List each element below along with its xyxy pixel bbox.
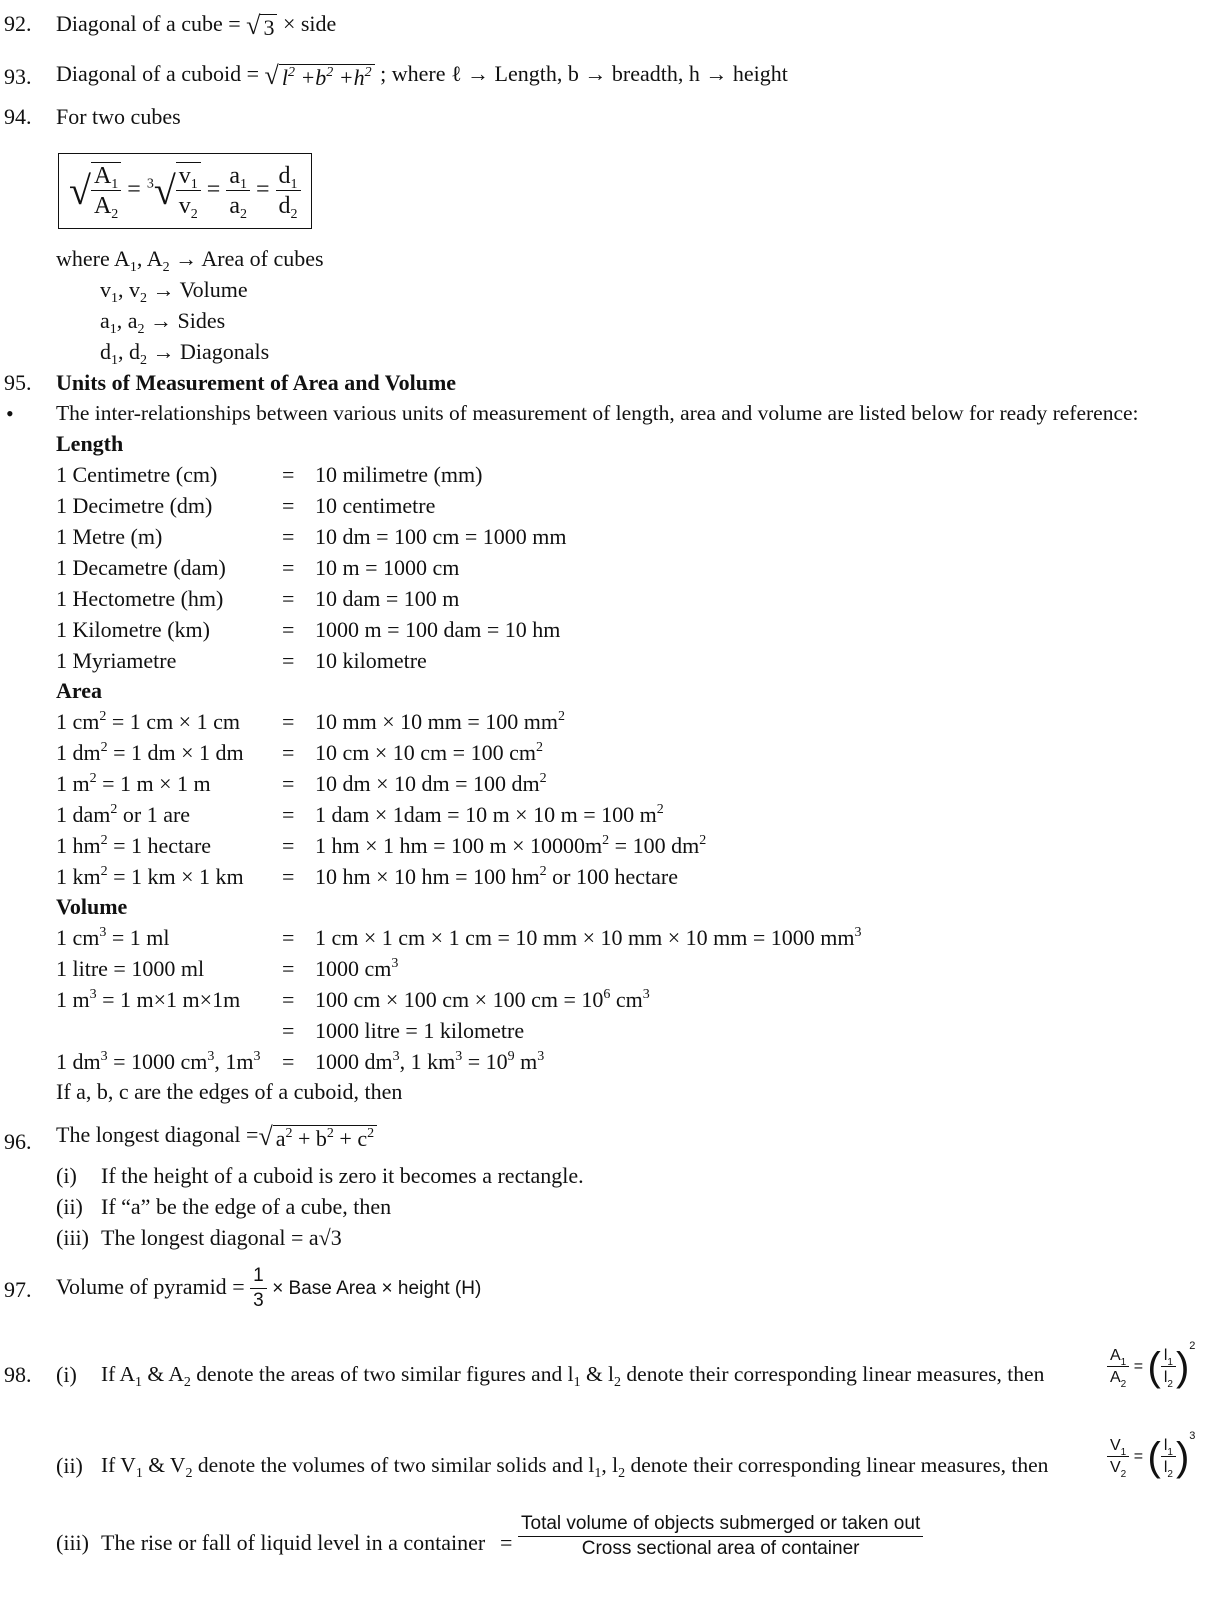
- t: 2: [614, 1375, 622, 1390]
- t: 2: [558, 709, 565, 724]
- frac-area: [91, 162, 121, 223]
- length-row-right: 10 milimetre (mm): [315, 462, 483, 487]
- t: 3: [854, 925, 862, 940]
- formula-cuboid-diagonal: [56, 63, 788, 89]
- sqrt-symbol: √: [258, 1122, 273, 1151]
- area-heading: Area: [56, 678, 103, 703]
- length-row-right: 10 dm = 100 cm = 1000 mm: [315, 524, 567, 549]
- area-row-right: [315, 866, 678, 888]
- length-row-left: 1 Kilometre (km): [56, 617, 210, 642]
- t: = 1000 cm: [107, 1049, 208, 1074]
- label: Volume of pyramid: [56, 1273, 227, 1299]
- t: If A: [101, 1362, 136, 1386]
- t: v: [178, 193, 191, 220]
- t: A: [1110, 1368, 1121, 1386]
- legend-area: [56, 246, 324, 275]
- similar-solids-text: [101, 1453, 1049, 1481]
- t: denote the areas of two similar figures and l: [190, 1362, 574, 1386]
- frac-volume: [1107, 1437, 1129, 1480]
- area-row-right: [315, 742, 543, 764]
- legend-sides: [100, 308, 226, 337]
- t: A: [93, 163, 112, 189]
- equals-sign: =: [282, 956, 295, 981]
- item-number-98: 98.: [4, 1362, 32, 1387]
- plus: +: [338, 64, 354, 90]
- t: = 100 dm: [609, 833, 700, 858]
- length-row-left: 1 Myriametre: [56, 648, 177, 673]
- t: 2: [99, 709, 107, 724]
- section-title: Units of Measurement of Area and Volume: [56, 370, 457, 395]
- t: 10 hm × 10 hm = 100 hm: [315, 864, 540, 889]
- equals-sign: =: [282, 771, 295, 796]
- vol-row-4-right: 1000 litre = 1 kilometre: [315, 1018, 525, 1043]
- t: 2: [699, 833, 707, 848]
- t: 3: [253, 1289, 264, 1311]
- t: 2: [240, 206, 247, 222]
- t: 1: [129, 260, 137, 275]
- frac-length: [1161, 1437, 1176, 1480]
- t: 2: [183, 1375, 191, 1390]
- radicand: [273, 1125, 377, 1150]
- t: 2: [140, 353, 147, 368]
- t: 1 cm: [56, 925, 100, 950]
- radicand: [279, 64, 375, 89]
- label-tail: ; where ℓ → Length, b → breadth, h → height: [380, 61, 788, 87]
- t: v: [129, 277, 140, 302]
- area-row-left: [56, 835, 211, 857]
- t: denote their corresponding linear measures, then: [625, 1453, 1049, 1477]
- area-ratio-formula: [1107, 1340, 1196, 1390]
- equals-sign: =: [282, 833, 295, 858]
- t: c: [357, 1125, 368, 1151]
- t: d: [278, 162, 291, 189]
- var-l: l: [281, 64, 288, 90]
- t: 3: [455, 1049, 463, 1064]
- t: b: [315, 1125, 327, 1151]
- length-row-left: 1 Decimetre (dm): [56, 493, 213, 518]
- t: 1: [250, 1266, 267, 1289]
- sub-item-key: (i): [56, 1362, 77, 1387]
- formula-pyramid-volume: [56, 1266, 481, 1312]
- t: 1: [135, 1466, 143, 1481]
- sub-item-key: (ii): [56, 1453, 83, 1478]
- eq: =: [232, 1273, 245, 1299]
- t: 1: [111, 291, 118, 306]
- bullet: •: [6, 401, 14, 426]
- frac-length: [1161, 1347, 1176, 1390]
- t: 2: [137, 322, 145, 337]
- t: 10 dm × 10 dm = 100 dm: [315, 771, 540, 796]
- legend-diagonals: [100, 339, 270, 368]
- t: = 1 m×1 m×1m: [96, 987, 241, 1012]
- t: ,: [118, 339, 124, 364]
- equals-sign: =: [282, 864, 295, 889]
- eq: =: [206, 176, 221, 203]
- label: Diagonal of a cube =: [56, 11, 241, 37]
- equals-sign: =: [500, 1530, 513, 1555]
- area-row-right: [315, 835, 706, 857]
- t: 2: [367, 1125, 375, 1141]
- sub-item-text: The longest diagonal = a√3: [101, 1225, 342, 1250]
- cube-root-index: 3: [146, 176, 154, 192]
- t: = 1 m × 1 m: [96, 771, 211, 796]
- t: 10 mm × 10 mm = 100 mm: [315, 709, 558, 734]
- frac-diagonal: [276, 163, 301, 220]
- sub-item-key: (iii): [56, 1530, 89, 1555]
- label-tail: × Base Area × height (H): [272, 1277, 482, 1299]
- t: l: [1163, 1368, 1168, 1386]
- equals-sign: =: [282, 462, 295, 487]
- t: 2: [185, 1466, 193, 1481]
- t: 1: [290, 176, 298, 192]
- sub-item-key: (iii): [56, 1225, 89, 1250]
- lparen: (: [1147, 1344, 1161, 1389]
- area-row-left: [56, 742, 244, 764]
- t: A: [93, 193, 112, 220]
- t: 3: [537, 1049, 545, 1064]
- t: where A: [56, 246, 130, 271]
- label: The longest diagonal: [56, 1122, 241, 1148]
- t: denote the volumes of two similar solids and l: [192, 1453, 595, 1477]
- t: v: [178, 163, 191, 189]
- t: 2: [111, 207, 119, 223]
- t: 2: [162, 260, 170, 275]
- eq: =: [256, 176, 270, 203]
- t: a: [275, 1125, 286, 1151]
- t: 3: [253, 1049, 261, 1064]
- intro-text: The inter-relationships between various units of measurement of length, area and volume are listed below for ready reference:: [56, 401, 1139, 425]
- length-row-left: 1 Centimetre (cm): [56, 462, 218, 487]
- area-row-left: [56, 773, 211, 795]
- t: l: [1163, 1347, 1168, 1365]
- rparen: ): [1175, 1344, 1190, 1389]
- t: 1 dam × 1dam = 10 m × 10 m = 100 m: [315, 802, 657, 827]
- t: 2: [100, 864, 108, 879]
- equals-sign: =: [282, 555, 295, 580]
- t: 2: [89, 771, 97, 786]
- t: 1: [190, 177, 198, 192]
- label-tail: × side: [282, 11, 337, 37]
- sqrt-symbol: √: [264, 61, 279, 90]
- t: 1 dm: [56, 1049, 101, 1074]
- numerator: Total volume of objects submerged or taken out: [518, 1514, 923, 1537]
- equals-sign: =: [282, 524, 295, 549]
- t: 2: [1120, 1468, 1127, 1480]
- t: +: [297, 1125, 311, 1151]
- frac-one-third: [250, 1266, 267, 1312]
- legend-volume: [100, 277, 248, 306]
- t: , 1m: [214, 1049, 254, 1074]
- t: 1 hm: [56, 833, 101, 858]
- t: 3: [642, 987, 650, 1002]
- area-row-left: [56, 866, 244, 888]
- lparen: (: [1147, 1434, 1161, 1479]
- t: ,: [118, 277, 124, 302]
- t: +: [339, 1125, 352, 1151]
- t: a: [127, 308, 138, 333]
- equals-sign: =: [282, 987, 295, 1012]
- vol-row-5-left: [56, 1051, 261, 1073]
- vol-row-1-right: [315, 927, 861, 949]
- t: 2: [1120, 1378, 1127, 1390]
- length-heading: Length: [56, 431, 124, 456]
- rparen: ): [1175, 1434, 1190, 1479]
- t: A: [1110, 1347, 1121, 1365]
- t: → Volume: [152, 277, 248, 302]
- exp: 2: [1189, 1340, 1196, 1352]
- cuberoot-symbol: √: [153, 167, 176, 213]
- t: 1 dam: [56, 802, 111, 827]
- sub-item-text: If the height of a cuboid is zero it becomes a rectangle.: [101, 1163, 584, 1188]
- frac-volume: [176, 162, 201, 223]
- t: 2: [140, 291, 147, 306]
- similar-figures-text: [101, 1362, 1045, 1390]
- t: 1 m: [56, 987, 90, 1012]
- item-number-96: 96.: [4, 1129, 32, 1154]
- t: 3: [89, 987, 97, 1002]
- t: , l: [601, 1453, 619, 1477]
- equals-sign: =: [282, 493, 295, 518]
- area-row-right: [315, 711, 565, 733]
- equals-sign: =: [282, 1049, 295, 1074]
- eq: =: [246, 1122, 259, 1148]
- area-row-right: [315, 804, 664, 826]
- t: 2: [285, 1125, 293, 1141]
- t: 2: [1167, 1468, 1173, 1480]
- item-number-95: 95.: [4, 370, 32, 395]
- t: & l: [580, 1362, 615, 1386]
- plus: +: [300, 64, 316, 90]
- vol-row-3-left: [56, 989, 240, 1011]
- item-number-97: 97.: [4, 1277, 32, 1302]
- sqrt-symbol: √: [246, 11, 261, 40]
- t: 1 dm: [56, 740, 101, 765]
- t: 3: [392, 1049, 400, 1064]
- t: A: [146, 246, 163, 271]
- t: 100 cm × 100 cm × 100 cm = 10: [315, 987, 604, 1012]
- t: 2: [290, 206, 298, 222]
- t: 1 cm: [56, 709, 100, 734]
- t: 2: [190, 207, 198, 223]
- t: = 1 dm × 1 dm: [107, 740, 244, 765]
- vol-row-5-right: [315, 1051, 544, 1073]
- exp: 3: [1189, 1430, 1196, 1442]
- t: 2: [110, 802, 118, 817]
- section-label: For two cubes: [56, 104, 181, 129]
- t: 1: [1167, 1447, 1173, 1459]
- t: 1 hm × 1 hm = 100 m × 10000m: [315, 833, 603, 858]
- area-row-right: [315, 773, 547, 795]
- t: a: [100, 308, 110, 333]
- t: = 1 km × 1 km: [107, 864, 244, 889]
- equals-sign: =: [282, 802, 295, 827]
- t: 1: [1167, 1357, 1173, 1369]
- t: d: [100, 339, 111, 364]
- item-number-94: 94.: [4, 104, 32, 129]
- t: 2: [618, 1466, 626, 1481]
- t: m: [514, 1049, 538, 1074]
- exp: 2: [326, 64, 334, 80]
- t: = 1 cm × 1 cm: [106, 709, 240, 734]
- radicand: 3: [260, 14, 277, 39]
- frac: [518, 1514, 923, 1560]
- t: v: [100, 277, 111, 302]
- t: If V: [101, 1453, 136, 1477]
- t: 2: [539, 864, 547, 879]
- t: = 1 hectare: [107, 833, 212, 858]
- t: 1: [1120, 1357, 1127, 1369]
- var-h: h: [353, 64, 365, 90]
- length-row-right: 1000 m = 100 dam = 10 hm: [315, 617, 561, 642]
- t: 3: [99, 925, 107, 940]
- t: 3: [207, 1049, 215, 1064]
- t: V: [1110, 1437, 1121, 1455]
- frac-side: [226, 163, 250, 220]
- t: 1: [1120, 1447, 1127, 1459]
- t: 1000 dm: [315, 1049, 393, 1074]
- t: 1: [594, 1466, 602, 1481]
- volume-heading: Volume: [56, 894, 128, 919]
- t: 2: [100, 740, 108, 755]
- t: 1 cm × 1 cm × 1 cm = 10 mm × 10 mm × 10 mm = 1000 mm: [315, 925, 855, 950]
- length-row-left: 1 Decametre (dam): [56, 555, 226, 580]
- t: or 100 hectare: [546, 864, 678, 889]
- t: 6: [603, 987, 611, 1002]
- formula-cube-diagonal: [56, 13, 336, 39]
- exp: 2: [364, 64, 372, 80]
- equals-sign: =: [282, 586, 295, 611]
- t: 2: [535, 740, 543, 755]
- eq: =: [127, 176, 141, 203]
- cuboid-edges-text: If a, b, c are the edges of a cuboid, then: [56, 1079, 403, 1104]
- t: 2: [656, 802, 664, 817]
- length-row-left: 1 Metre (m): [56, 524, 163, 549]
- t: a: [229, 162, 240, 189]
- t: → Diagonals: [152, 339, 270, 364]
- sub-item-text: If “a” be the edge of a cube, then: [101, 1194, 392, 1219]
- volume-ratio-formula: [1107, 1430, 1196, 1480]
- t: 1: [573, 1375, 581, 1390]
- t: 1 km: [56, 864, 101, 889]
- t: → Area of cubes: [175, 246, 324, 271]
- t: 1 m: [56, 771, 90, 796]
- var-b: b: [315, 64, 327, 90]
- liquid-level-fraction: [518, 1514, 923, 1560]
- t: = 10: [462, 1049, 508, 1074]
- t: ,: [136, 246, 143, 271]
- cube-ratio-box: [58, 153, 312, 229]
- t: 2: [602, 833, 610, 848]
- length-row-right: 10 m = 1000 cm: [315, 555, 460, 580]
- t: l: [1163, 1458, 1168, 1476]
- t: 1000 cm: [315, 956, 392, 981]
- eq: =: [1133, 1448, 1144, 1465]
- t: 9: [507, 1049, 515, 1064]
- t: l: [1163, 1437, 1168, 1455]
- equals-sign: =: [282, 1018, 295, 1043]
- vol-row-1-left: [56, 927, 170, 949]
- sub-item-key: (i): [56, 1163, 77, 1188]
- t: d: [278, 192, 291, 219]
- sqrt-symbol: √: [69, 167, 91, 213]
- vol-row-3-right: [315, 989, 650, 1011]
- t: & A: [142, 1362, 184, 1386]
- length-row-right: 10 dam = 100 m: [315, 586, 460, 611]
- area-row-left: [56, 711, 240, 733]
- t: 3: [100, 1049, 108, 1064]
- exp: 2: [287, 64, 295, 80]
- t: 1: [111, 353, 118, 368]
- eq: =: [1133, 1358, 1144, 1375]
- t: = 1 ml: [106, 925, 170, 950]
- t: 10 cm × 10 cm = 100 cm: [315, 740, 536, 765]
- vol-row-2-left: 1 litre = 1000 ml: [56, 956, 205, 981]
- frac-area: [1107, 1347, 1129, 1390]
- t: 3: [391, 956, 399, 971]
- t: , 1 km: [399, 1049, 456, 1074]
- length-row-left: 1 Hectometre (hm): [56, 586, 224, 611]
- length-row-right: 10 kilometre: [315, 648, 427, 673]
- formula-longest-diagonal: [56, 1124, 377, 1150]
- t: → Sides: [150, 308, 226, 333]
- equals-sign: =: [282, 740, 295, 765]
- item-number-93: 93.: [4, 64, 32, 89]
- liquid-level-text: The rise or fall of liquid level in a container: [101, 1530, 486, 1555]
- t: 2: [100, 833, 108, 848]
- t: or 1 are: [117, 802, 191, 827]
- t: 2: [1167, 1378, 1173, 1390]
- area-row-left: [56, 804, 190, 826]
- t: 1: [109, 322, 117, 337]
- t: d: [129, 339, 140, 364]
- equals-sign: =: [282, 617, 295, 642]
- length-row-right: 10 centimetre: [315, 493, 436, 518]
- equals-sign: =: [282, 648, 295, 673]
- t: cm: [610, 987, 643, 1012]
- t: V: [1110, 1458, 1121, 1476]
- label: Diagonal of a cuboid =: [56, 61, 260, 87]
- equals-sign: =: [282, 925, 295, 950]
- t: ,: [116, 308, 123, 333]
- sub-item-key: (ii): [56, 1194, 83, 1219]
- t: 1: [240, 176, 247, 192]
- t: a: [229, 192, 240, 219]
- item-number-92: 92.: [4, 11, 32, 36]
- equals-sign: =: [282, 709, 295, 734]
- t: 1: [135, 1375, 143, 1390]
- denominator: Cross sectional area of container: [581, 1537, 860, 1559]
- t: denote their corresponding linear measures, then: [621, 1362, 1045, 1386]
- vol-row-2-right: [315, 958, 398, 980]
- t: 2: [326, 1125, 334, 1141]
- t: & V: [142, 1453, 186, 1477]
- t: 2: [539, 771, 547, 786]
- t: 1: [111, 177, 119, 192]
